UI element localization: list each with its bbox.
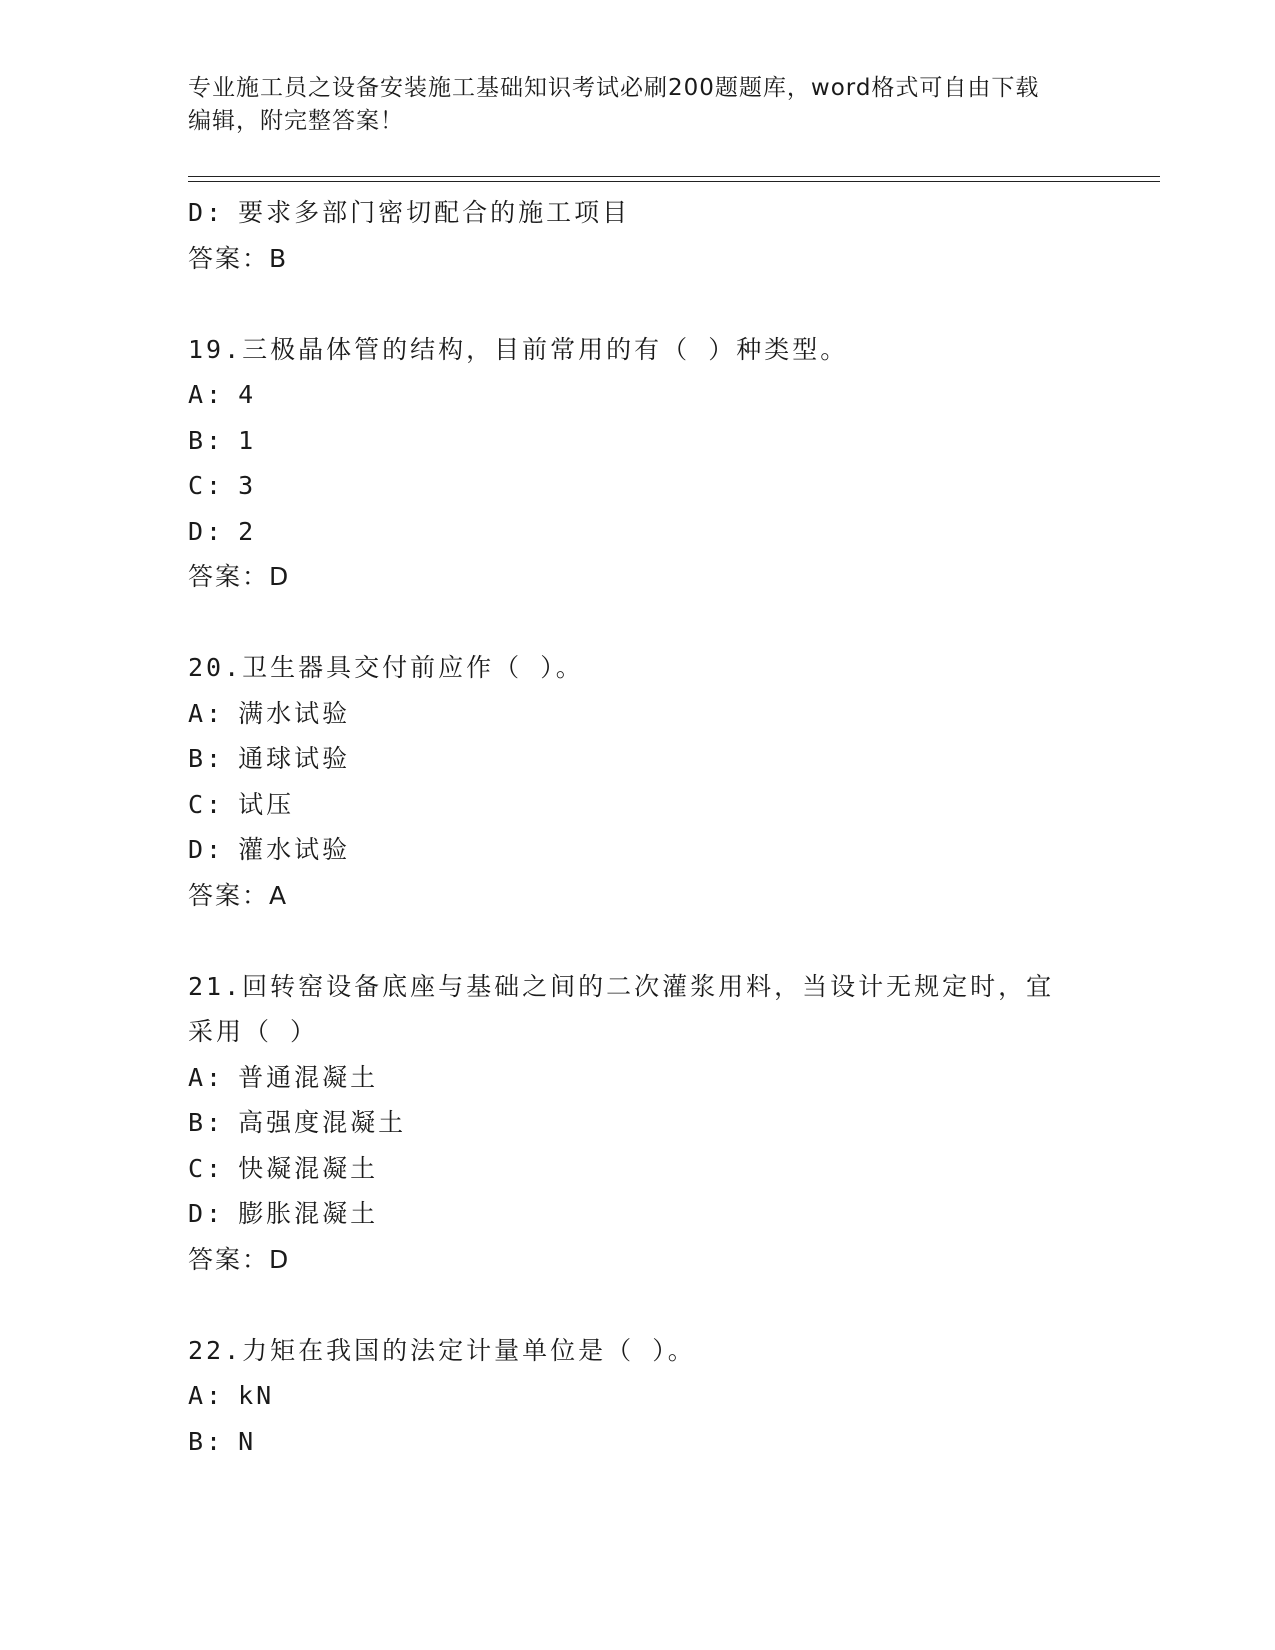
option-d: D: 灌水试验	[188, 835, 351, 864]
header-rule-bottom	[188, 181, 1160, 182]
question-stem: 22.力矩在我国的法定计量单位是（ ）。	[188, 1335, 696, 1365]
option-b: B: N	[188, 1426, 257, 1456]
spacer	[188, 600, 1088, 646]
option-c: C: 3	[188, 471, 257, 500]
header-rule-top	[188, 176, 1160, 177]
option-a: A: 普通混凝土	[188, 1062, 379, 1092]
spacer	[188, 918, 1088, 964]
question-stem: 20.卫生器具交付前应作（ ）。	[188, 653, 584, 682]
header-line-2: 编辑，附完整答案！	[188, 108, 404, 134]
answer-line: 答案：D	[188, 562, 291, 591]
header-line-1: 专业施工员之设备安装施工基础知识考试必刷200题题库，word格式可自由下载	[188, 75, 1040, 101]
document-header	[188, 72, 1078, 138]
option-b: B: 通球试验	[188, 744, 351, 773]
option-d: D: 膨胀混凝土	[188, 1199, 379, 1228]
option-b: B: 1	[188, 425, 257, 455]
spacer	[188, 1282, 1088, 1328]
option-a: A: kN	[188, 1381, 275, 1410]
option-a: A: 4	[188, 380, 257, 409]
answer-line: 答案：A	[188, 880, 289, 910]
option-d: D: 要求多部门密切配合的施工项目	[188, 198, 631, 227]
question-stem: 21.回转窑设备底座与基础之间的二次灌浆用料，当设计无规定时，宜	[188, 971, 1055, 1001]
answer-line: 答案：B	[188, 243, 289, 273]
option-b: B: 高强度混凝土	[188, 1108, 407, 1137]
option-c: C: 试压	[188, 789, 295, 819]
option-c: C: 快凝混凝土	[188, 1153, 379, 1183]
question-list	[188, 190, 1088, 1464]
spacer	[188, 281, 1088, 327]
option-d: D: 2	[188, 516, 257, 546]
question-stem: 19.三极晶体管的结构，目前常用的有（ ）种类型。	[188, 334, 849, 364]
answer-line: 答案：D	[188, 1244, 291, 1274]
option-a: A: 满水试验	[188, 698, 351, 728]
question-stem-cont: 采用（ ）	[188, 1017, 319, 1046]
